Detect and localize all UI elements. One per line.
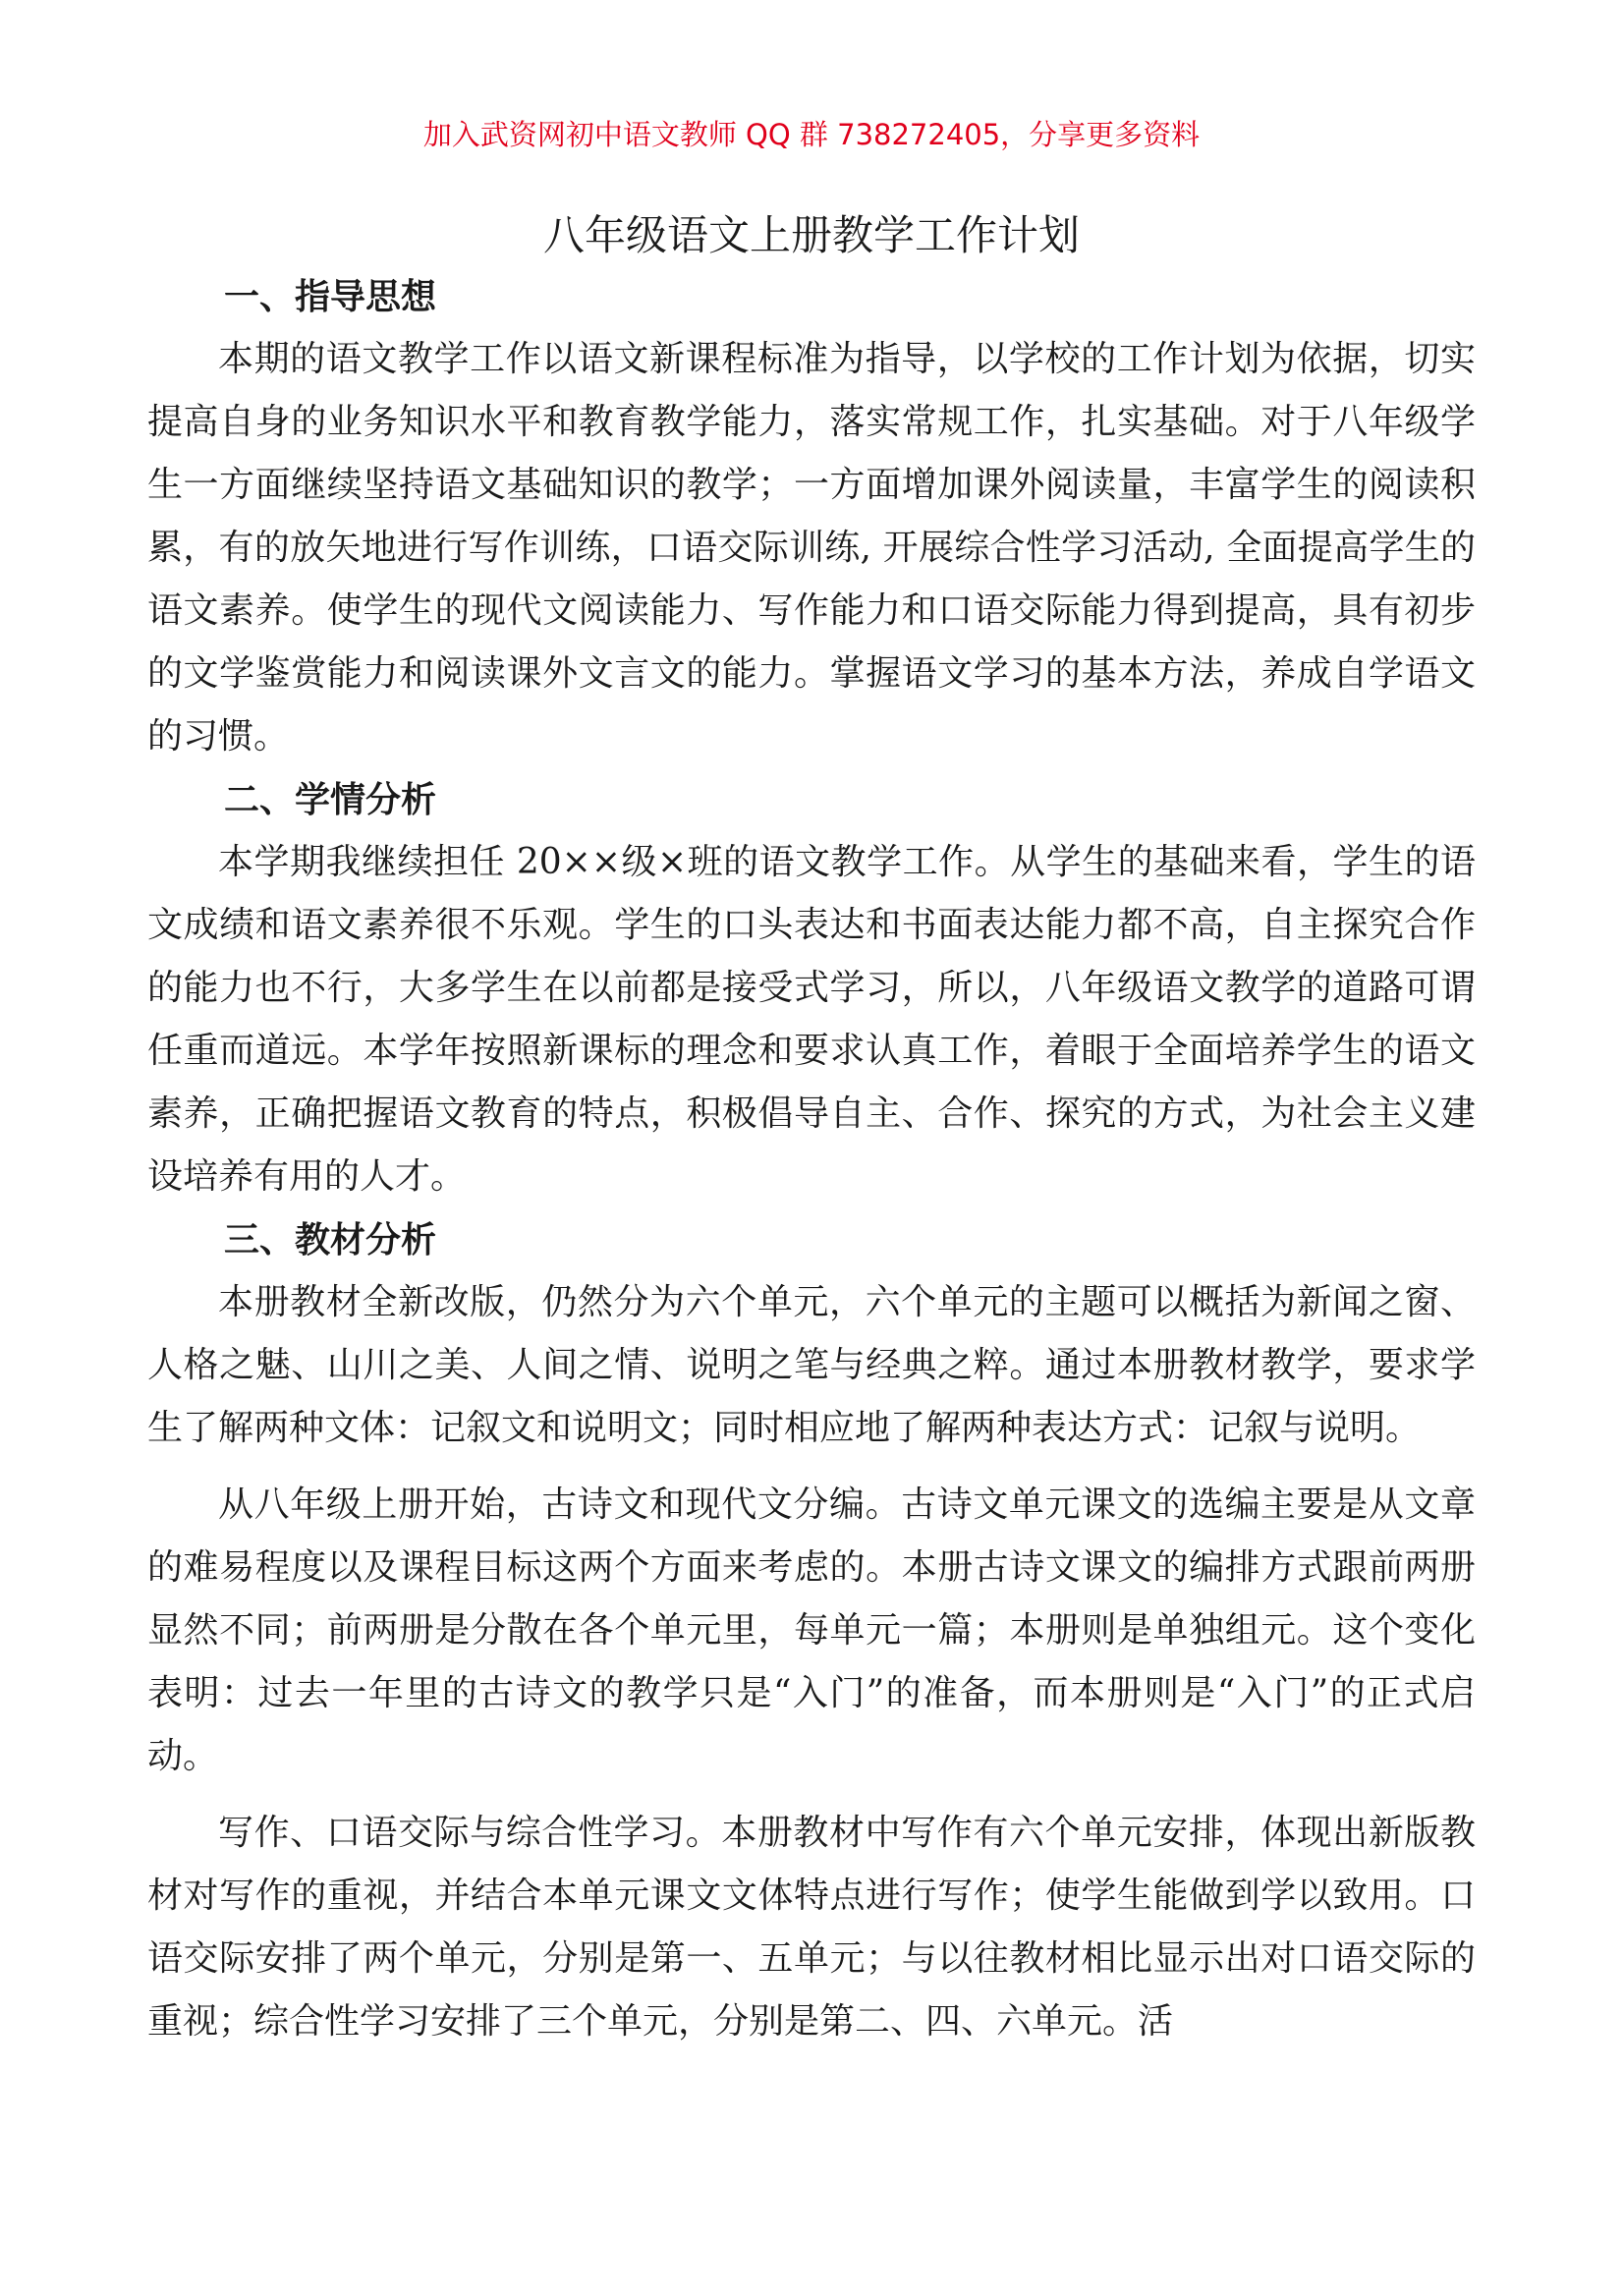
promo-banner: 加入武资网初中语文教师 QQ 群 738272405，分享更多资料	[422, 118, 1201, 151]
document-title: 八年级语文上册教学工作计划	[542, 211, 1080, 259]
document-body	[147, 265, 1476, 2053]
section-heading: 三、教材分析	[224, 1219, 437, 1260]
paragraph: 写作、口语交际与综合性学习。本册教材中写作有六个单元安排，体现出新版教材对写作的重视，并结合本单元课文文体特点进行写作；使学生能做到学以致用。口语交际安排了两个单元，分别是第一、五单元；与以往教材相比显示出对口语交际的重视；综合性学习安排了三个单元，分别是第二、四、六单元。活	[147, 1813, 1476, 2042]
paragraph: 本学期我继续担任 20××级×班的语文教学工作。从学生的基础来看，学生的语文成绩和语文素养很不乐观。学生的口头表达和书面表达能力都不高，自主探究合作的能力也不行，大多学生在以前都是接受式学习，所以，八年级语文教学的道路可谓任重而道远。本学年按照新课标的理念和要求认真工作，着眼于全面培养学生的语文素养，正确把握语文教育的特点，积极倡导自主、合作、探究的方式，为社会主义建设培养有用的人才。	[147, 842, 1476, 1197]
section-student-analysis	[147, 768, 1476, 1208]
section-guiding-ideology	[147, 265, 1476, 768]
section-heading: 一、指导思想	[224, 276, 437, 317]
paragraph: 本册教材全新改版，仍然分为六个单元，六个单元的主题可以概括为新闻之窗、人格之魅、山川之美、人间之情、说明之笔与经典之粹。通过本册教材教学，要求学生了解两种文体：记叙文和说明文；同时相应地了解两种表达方式：记叙与说明。	[147, 1282, 1476, 1448]
section-heading: 二、学情分析	[224, 779, 437, 820]
section-textbook-analysis	[147, 1208, 1476, 2053]
paragraph: 从八年级上册开始，古诗文和现代文分编。古诗文单元课文的选编主要是从文章的难易程度以及课程目标这两个方面来考虑的。本册古诗文课文的编排方式跟前两册显然不同；前两册是分散在各个单元里，每单元一篇；本册则是单独组元。这个变化表明：过去一年里的古诗文的教学只是“入门”的准备，而本册则是“入门”的正式启动。	[147, 1484, 1476, 1776]
paragraph: 本期的语文教学工作以语文新课程标准为指导，以学校的工作计划为依据，切实提高自身的业务知识水平和教育教学能力，落实常规工作，扎实基础。对于八年级学生一方面继续坚持语文基础知识的教学；一方面增加课外阅读量，丰富学生的阅读积累，有的放矢地进行写作训练，口语交际训练, 开展综合性学习活动, 全面提高学生的语文素养。使学生的现代文阅读能力、写作能力和口语交际能力得到提高，具有初步的文学鉴赏能力和阅读课外文言文的能力。掌握语文学习的基本方法，养成自学语文的习惯。	[147, 339, 1476, 756]
